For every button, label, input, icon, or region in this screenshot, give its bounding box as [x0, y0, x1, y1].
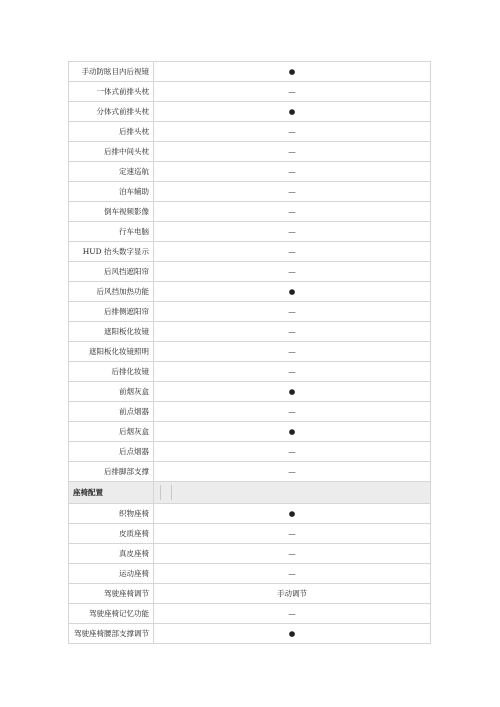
spec-label: 后风挡加热功能: [69, 282, 154, 302]
spec-label: 遮阳板化妆镜: [69, 322, 154, 342]
spec-value: —: [154, 442, 431, 462]
spec-value: —: [154, 202, 431, 222]
spec-row: [69, 282, 431, 302]
spec-value: ●: [154, 282, 431, 302]
spec-table-body: [69, 62, 431, 644]
seat-row: [69, 604, 431, 624]
spec-row: [69, 362, 431, 382]
spec-value: —: [154, 222, 431, 242]
seat-row: [69, 524, 431, 544]
seat-label: 真皮座椅: [69, 544, 154, 564]
spec-value: ●: [154, 62, 431, 82]
spec-label: 倒车视频影像: [69, 202, 154, 222]
spec-row: [69, 62, 431, 82]
spec-row: [69, 382, 431, 402]
spec-label: 后排脚部支撑: [69, 462, 154, 482]
spec-label: 后点烟器: [69, 442, 154, 462]
spec-value: —: [154, 122, 431, 142]
spec-value: —: [154, 362, 431, 382]
seat-value: ●: [154, 624, 431, 644]
seat-value: —: [154, 544, 431, 564]
spec-row: [69, 442, 431, 462]
spec-label: 后排中间头枕: [69, 142, 154, 162]
spec-value: —: [154, 462, 431, 482]
spec-row: [69, 302, 431, 322]
section-header-row: [69, 482, 431, 504]
seat-row: [69, 564, 431, 584]
section-divider-lines: [160, 485, 172, 500]
spec-value: —: [154, 342, 431, 362]
spec-value: —: [154, 82, 431, 102]
spec-label: 行车电脑: [69, 222, 154, 242]
spec-label: 后风挡遮阳帘: [69, 262, 154, 282]
spec-label: 前点烟器: [69, 402, 154, 422]
spec-label: 定速巡航: [69, 162, 154, 182]
spec-row: [69, 142, 431, 162]
spec-label: 后排化妆镜: [69, 362, 154, 382]
spec-label: 分体式前排头枕: [69, 102, 154, 122]
spec-label: 遮阳板化妆镜照明: [69, 342, 154, 362]
seat-label: 皮质座椅: [69, 524, 154, 544]
spec-value: ●: [154, 102, 431, 122]
spec-row: [69, 222, 431, 242]
spec-row: [69, 422, 431, 442]
seat-label: 织物座椅: [69, 504, 154, 524]
spec-row: [69, 162, 431, 182]
section-title: 座椅配置: [69, 482, 154, 504]
spec-value: —: [154, 322, 431, 342]
spec-label: 后排头枕: [69, 122, 154, 142]
spec-label: 后烟灰盒: [69, 422, 154, 442]
seat-row: [69, 544, 431, 564]
seat-row: [69, 624, 431, 644]
spec-value: ●: [154, 382, 431, 402]
spec-row: [69, 342, 431, 362]
spec-row: [69, 122, 431, 142]
spec-label: 前烟灰盒: [69, 382, 154, 402]
seat-value: ●: [154, 504, 431, 524]
spec-label: HUD 抬头数字显示: [69, 242, 154, 262]
spec-row: [69, 242, 431, 262]
spec-value: —: [154, 162, 431, 182]
seat-value: —: [154, 604, 431, 624]
spec-label: 手动防眩目内后视镜: [69, 62, 154, 82]
spec-row: [69, 262, 431, 282]
seat-value: —: [154, 524, 431, 544]
spec-row: [69, 462, 431, 482]
spec-row: [69, 202, 431, 222]
spec-value: —: [154, 262, 431, 282]
seat-label: 驾驶座椅记忆功能: [69, 604, 154, 624]
spec-row: [69, 82, 431, 102]
seat-row: [69, 504, 431, 524]
seat-label: 驾驶座椅腰部支撑调节: [69, 624, 154, 644]
seat-value: —: [154, 564, 431, 584]
spec-label: 一体式前排头枕: [69, 82, 154, 102]
spec-row: [69, 182, 431, 202]
spec-value: —: [154, 402, 431, 422]
spec-row: [69, 402, 431, 422]
spec-table: [68, 61, 431, 644]
seat-label: 驾驶座椅调节: [69, 584, 154, 604]
spec-row: [69, 322, 431, 342]
seat-value: 手动调节: [154, 584, 431, 604]
spec-label: 后排侧遮阳帘: [69, 302, 154, 322]
seat-row: [69, 584, 431, 604]
spec-value: ●: [154, 422, 431, 442]
section-header-cell: [154, 482, 431, 504]
spec-value: —: [154, 242, 431, 262]
seat-label: 运动座椅: [69, 564, 154, 584]
spec-label: 泊车辅助: [69, 182, 154, 202]
spec-value: —: [154, 182, 431, 202]
spec-value: —: [154, 302, 431, 322]
spec-value: —: [154, 142, 431, 162]
spec-row: [69, 102, 431, 122]
